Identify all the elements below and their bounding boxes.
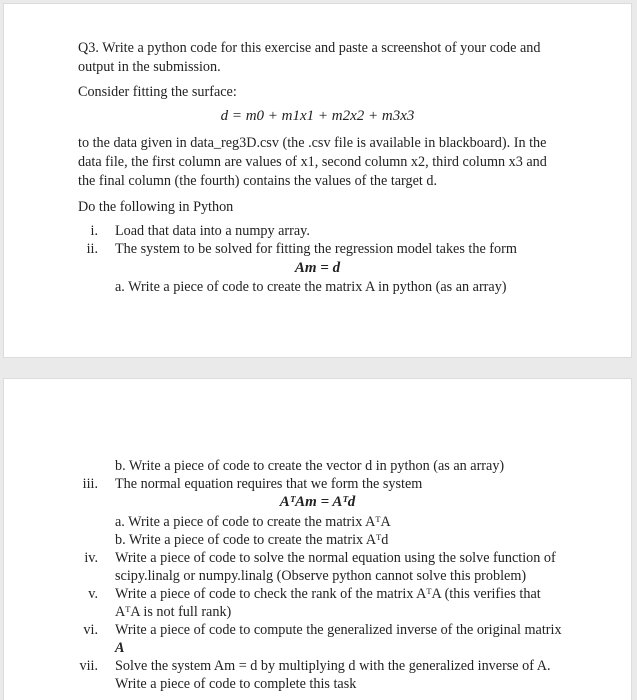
document-page-2 (3, 378, 632, 700)
item-vii-line-2: Write a piece of code to complete this task (115, 676, 357, 692)
item-iii-b-text: b. Write a piece of code to create the matrix Aᵀd (115, 532, 389, 548)
item-iii-marker: iii. (82, 476, 98, 492)
item-iii-a-text: a. Write a piece of code to create the matrix AᵀA (115, 514, 391, 530)
item-vi-marker: vi. (83, 622, 98, 638)
item-i-marker: i. (90, 223, 98, 239)
question-line-2: output in the submission. (78, 59, 221, 75)
item-vi-line-1: Write a piece of code to compute the generalized inverse of the original matrix (115, 622, 562, 638)
item-iv-line-1: Write a piece of code to solve the normal equation using the solve function of (115, 550, 556, 566)
item-ii-marker: ii. (86, 241, 98, 257)
data-description-line-1: to the data given in data_reg3D.csv (the .csv file is available in blackboard). In the (78, 135, 547, 151)
document-page-1 (3, 3, 632, 358)
normal-equation: AᵀAm = Aᵀd (279, 494, 356, 510)
item-i-text: Load that data into a numpy array. (115, 223, 310, 239)
data-description-line-2: data file, the first column are values of x1, second column x2, third column x3 and (78, 154, 547, 170)
surface-equation-text: d = m0 + m1x1 + m2x2 + m3x3 (220, 108, 415, 124)
item-vi-line-2: A (115, 640, 125, 656)
item-v-line-2: AᵀA is not full rank) (115, 604, 232, 620)
consider-text: Consider fitting the surface: (78, 84, 237, 100)
item-vii-line-1: Solve the system Am = d by multiplying d with the generalized inverse of A. (115, 658, 551, 674)
data-description-line-3: the final column (the fourth) contains the values of the target d. (78, 173, 438, 189)
item-iii-text: The normal equation requires that we form the system (115, 476, 423, 492)
item-ii-text: The system to be solved for fitting the regression model takes the form (115, 241, 517, 257)
do-following-text: Do the following in Python (78, 199, 234, 215)
surface-equation (4, 108, 631, 125)
item-iv-line-2: scipy.linalg or numpy.linalg (Observe python cannot solve this problem) (115, 568, 527, 584)
item-v-marker: v. (88, 586, 98, 602)
item-vii-marker: vii. (79, 658, 98, 674)
item-ii-b-text: b. Write a piece of code to create the vector d in python (as an array) (115, 458, 505, 474)
item-iv-marker: iv. (84, 550, 98, 566)
question-line-1: Q3. Write a python code for this exercise and paste a screenshot of your code and (78, 40, 541, 56)
item-v-line-1: Write a piece of code to check the rank of the matrix AᵀA (this verifies that (115, 586, 541, 602)
system-equation: Am = d (294, 260, 341, 276)
item-ii-a-text: a. Write a piece of code to create the matrix A in python (as an array) (115, 279, 507, 295)
